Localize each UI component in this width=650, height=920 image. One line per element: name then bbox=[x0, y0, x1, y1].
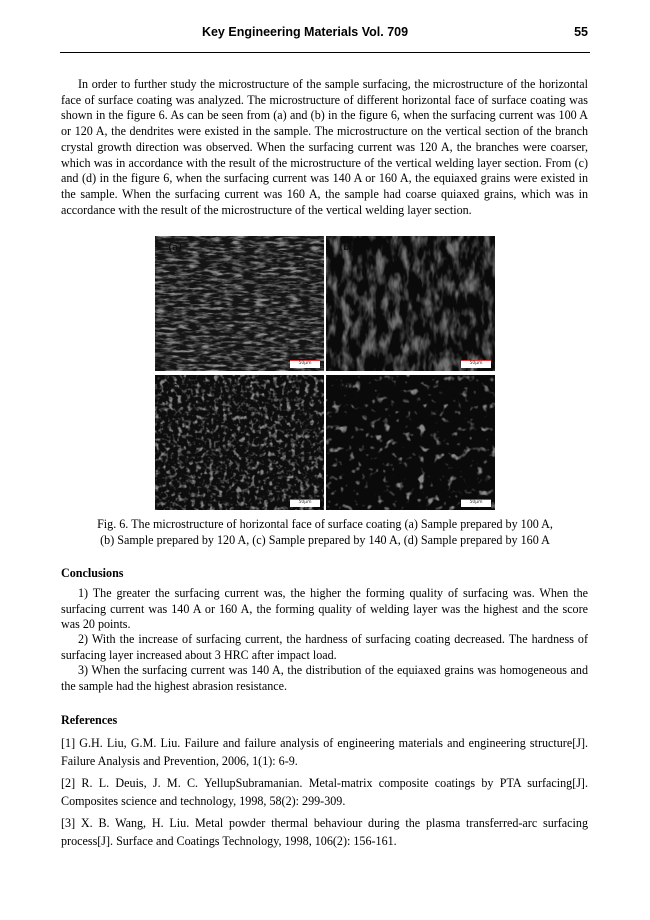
references-heading: References bbox=[61, 713, 118, 727]
intro-paragraph: In order to further study the microstructure of the sample surfacing, the microstructure of the horizontal face of surface coating was analyzed. The microstructure of different horizontal face of surface coating was shown in the figure 6. As can be seen from (a) and (b) in the figure 6, when the surfacing current was 100 A or 120 A, the dendrites were existed in the sample. The microstructure on the vertical section of the branch crystal growth direction was observed. When the surfacing current was 120 A, the branches were coarser, which was in accordance with the result of the microstructure of the vertical welding layer section. From (c) and (d) in the figure 6, when the surfacing current was 140 A or 160 A, the equiaxed grains were existed in the sample. When the surfacing current was 160 A, the sample had coarse quiaxed grains, which was in accordance with the result of the microstructure of the vertical welding layer section. bbox=[61, 77, 588, 217]
micrograph-b-image bbox=[326, 236, 495, 371]
panel-label-a: (a) bbox=[168, 243, 183, 253]
scale-bar-c: 50μm bbox=[290, 499, 320, 507]
reference-item: [2] R. L. Deuis, J. M. C. YellupSubramanian. Metal-matrix composite coatings by PTA surfacing[J]. Composites science and technology, 1998, 58(2): 299-309. bbox=[61, 776, 588, 808]
scale-bar-d: 50μm bbox=[461, 499, 491, 507]
conclusions-heading: Conclusions bbox=[61, 566, 124, 580]
micrograph-a-image bbox=[155, 236, 324, 371]
conclusion-item: 3) When the surfacing current was 140 A, the distribution of the equiaxed grains was homogeneous and the sample had the highest abrasion resistance. bbox=[61, 663, 588, 693]
panel-label-d: (d) bbox=[339, 382, 354, 392]
micrograph-a bbox=[155, 236, 324, 371]
micrograph-d bbox=[326, 375, 495, 510]
figure-caption bbox=[60, 517, 590, 548]
panel-label-b: (b) bbox=[339, 243, 354, 253]
caption-line-1: Fig. 6. The microstructure of horizontal face of surface coating (a) Sample prepared by 100 A, bbox=[97, 517, 553, 531]
conclusion-item: 2) With the increase of surfacing current, the hardness of surfacing coating decreased. The hardness of surfacing layer increased about 3 HRC after impact load. bbox=[61, 632, 588, 662]
running-header bbox=[60, 22, 590, 53]
caption-line-2: (b) Sample prepared by 120 A, (c) Sample prepared by 140 A, (d) Sample prepared by 160 A bbox=[100, 532, 550, 547]
scale-bar-b: 50μm bbox=[461, 360, 491, 368]
reference-item: [1] G.H. Liu, G.M. Liu. Failure and failure analysis of engineering materials and engineering structure[J]. Failure Analysis and Prevention, 2006, 1(1): 6-9. bbox=[61, 736, 588, 768]
micrograph-c-image bbox=[155, 375, 324, 510]
journal-title: Key Engineering Materials Vol. 709 bbox=[201, 25, 409, 39]
conclusion-item: 1) The greater the surfacing current was, the higher the forming quality of surfacing was. When the surfacing current was 140 A or 160 A, the forming quality of welding layer was the highest and the score was 20 points. bbox=[61, 586, 588, 632]
page-number: 55 bbox=[574, 25, 588, 39]
micrograph-b bbox=[326, 236, 495, 371]
figure-6 bbox=[155, 236, 495, 511]
panel-label-c: (c) bbox=[168, 382, 182, 392]
micrograph-c bbox=[155, 375, 324, 510]
scale-bar-a: 50μm bbox=[290, 360, 320, 368]
micrograph-d-image bbox=[326, 375, 495, 510]
reference-item: [3] X. B. Wang, H. Liu. Metal powder thermal behaviour during the plasma transferred-arc surfacing process[J]. Surface and Coatings Technology, 1998, 106(2): 156-161. bbox=[61, 816, 588, 848]
